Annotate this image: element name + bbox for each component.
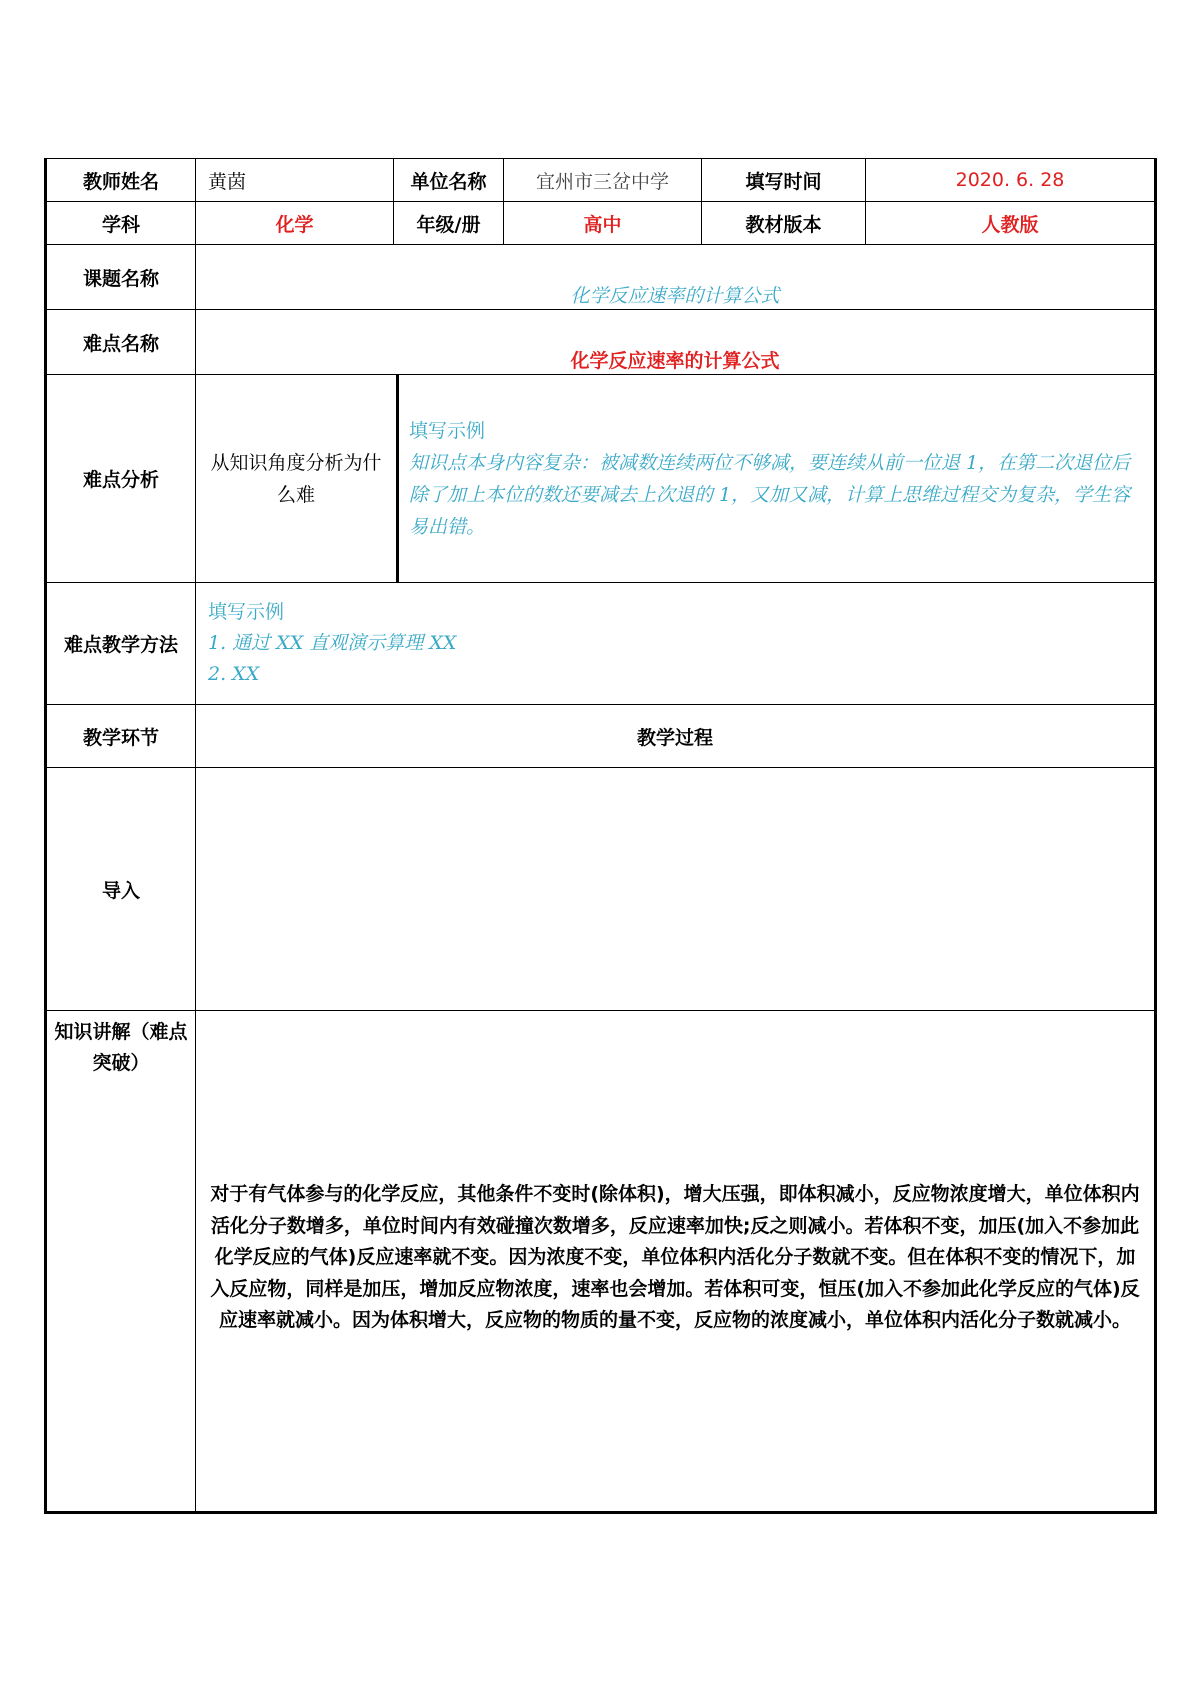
intro-label: 导入 bbox=[46, 768, 196, 1011]
topic-value: 化学反应速率的计算公式 bbox=[570, 285, 780, 307]
topic-cell bbox=[196, 245, 1156, 310]
method-label: 难点教学方法 bbox=[46, 583, 196, 705]
subject-value: 化学 bbox=[196, 202, 394, 245]
analysis-question: 从知识角度分析为什么难 bbox=[196, 375, 399, 582]
process-header-row bbox=[46, 705, 1156, 768]
unit-label: 单位名称 bbox=[394, 159, 504, 202]
topic-label: 课题名称 bbox=[46, 245, 196, 310]
difficulty-label: 难点名称 bbox=[46, 310, 196, 375]
stage-label: 教学环节 bbox=[46, 705, 196, 768]
difficulty-row bbox=[46, 310, 1156, 375]
analysis-cell bbox=[196, 375, 1156, 583]
method-row bbox=[46, 583, 1156, 705]
method-cell bbox=[196, 583, 1156, 705]
analysis-label: 难点分析 bbox=[46, 375, 196, 583]
knowledge-text: 对于有气体参与的化学反应，其他条件不变时(除体积)，增大压强，即体积减小，反应物浓度增大，单位体积内活化分子数增多，单位时间内有效碰撞次数增多，反应速率加快;反之则减小。若体积不变，加压(加入不参加此化学反应的气体)反应速率就不变。因为浓度不变，单位体积内活化分子数就不变。但在体积不变的情况下，加入反应物，同样是加压，增加反应物浓度，速率也会增加。若体积可变，恒压(加入不参加此化学反应的气体)反应速率就减小。因为体积增大，反应物的物质的量不变，反应物的浓度减小，单位体积内活化分子数就减小。 bbox=[210, 1183, 1140, 1331]
difficulty-value: 化学反应速率的计算公式 bbox=[570, 350, 780, 372]
process-label: 教学过程 bbox=[196, 705, 1156, 768]
method-item: 2. XX bbox=[208, 663, 260, 685]
date-label: 填写时间 bbox=[702, 159, 866, 202]
teacher-label: 教师姓名 bbox=[46, 159, 196, 202]
analysis-inner bbox=[196, 375, 1154, 582]
form-table bbox=[44, 158, 1157, 1514]
grade-value: 高中 bbox=[504, 202, 702, 245]
subject-label: 学科 bbox=[46, 202, 196, 245]
intro-row bbox=[46, 768, 1156, 1011]
teacher-value: 黄茵 bbox=[196, 159, 394, 202]
method-item: 1. 通过 XX 直观演示算理 XX bbox=[208, 632, 457, 654]
edition-value: 人教版 bbox=[866, 202, 1156, 245]
edition-label: 教材版本 bbox=[702, 202, 866, 245]
method-example-title: 填写示例 bbox=[208, 601, 285, 623]
analysis-row bbox=[46, 375, 1156, 583]
difficulty-cell bbox=[196, 310, 1156, 375]
knowledge-row bbox=[46, 1011, 1156, 1513]
analysis-example bbox=[399, 375, 1154, 582]
knowledge-content bbox=[196, 1011, 1156, 1513]
knowledge-label: 知识讲解（难点突破） bbox=[46, 1011, 196, 1513]
date-value: 2020. 6. 28 bbox=[866, 159, 1156, 202]
header-row-1 bbox=[46, 159, 1156, 202]
intro-content bbox=[196, 768, 1156, 1011]
header-row-2 bbox=[46, 202, 1156, 245]
lesson-form bbox=[44, 158, 1154, 1514]
grade-label: 年级/册 bbox=[394, 202, 504, 245]
analysis-example-text: 知识点本身内容复杂：被减数连续两位不够减，要连续从前一位退 1，在第二次退位后除了加上本位的数还要减去上次退的 1，又加又减，计算上思维过程交为复杂，学生容易出错。 bbox=[409, 452, 1131, 538]
analysis-example-title: 填写示例 bbox=[409, 420, 486, 442]
topic-row bbox=[46, 245, 1156, 310]
unit-value: 宜州市三岔中学 bbox=[504, 159, 702, 202]
